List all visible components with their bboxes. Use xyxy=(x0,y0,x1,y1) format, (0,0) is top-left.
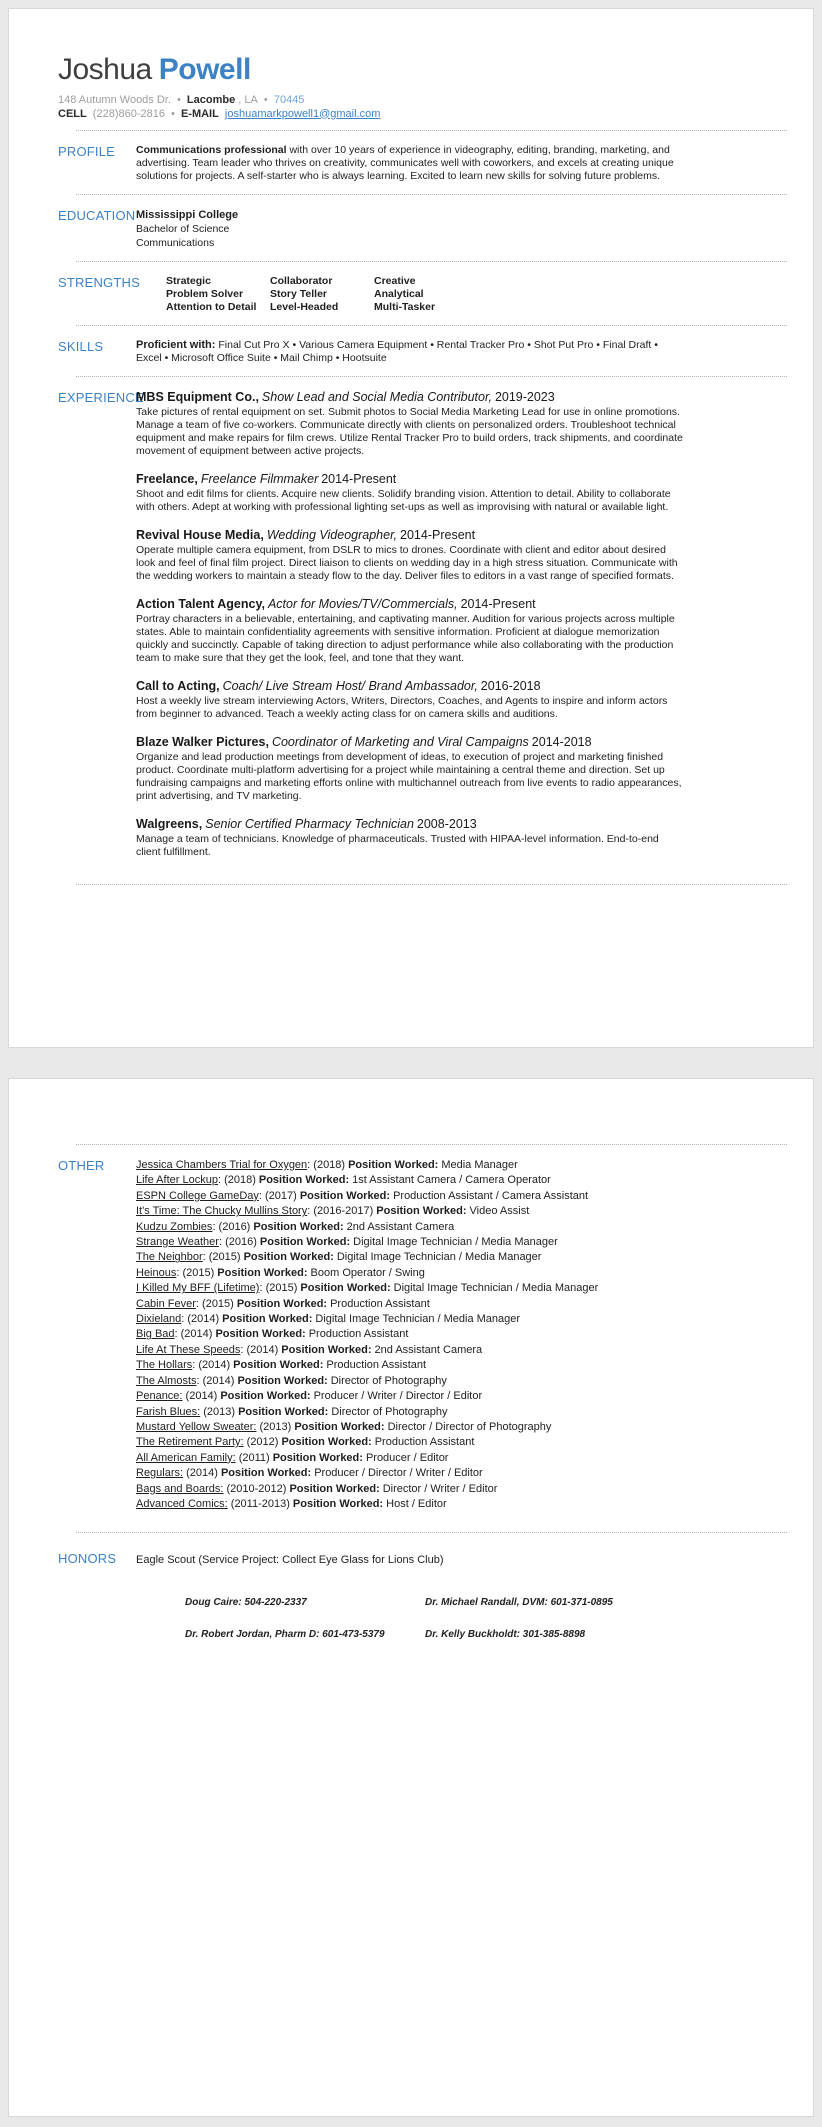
credit-year: : (2015) xyxy=(202,1251,241,1264)
reference-left: Doug Caire: 504-220-2337 xyxy=(185,1597,307,1609)
skills-content xyxy=(136,339,787,365)
first-name: Joshua xyxy=(58,53,152,86)
dotted-divider xyxy=(76,376,787,377)
job-title: Freelance Filmmaker xyxy=(200,472,319,486)
street: 148 Autumn Woods Dr. xyxy=(58,94,171,106)
credit-positions: 2nd Assistant Camera xyxy=(374,1343,483,1356)
credit-positions: Production Assistant xyxy=(374,1436,475,1449)
section-label-honors: HONORS xyxy=(58,1551,117,1567)
position-worked-label: Position Worked: xyxy=(258,1174,350,1187)
credit-positions: Production Assistant xyxy=(330,1297,430,1310)
position-worked-label: Position Worked: xyxy=(215,1328,306,1341)
other-credits-list xyxy=(136,1158,787,1512)
strength-item: Attention to Detail xyxy=(166,301,257,313)
honors-text: Eagle Scout (Service Project: Collect Eye Glass for Lions Club) xyxy=(136,1554,444,1567)
credit-year: : (2015) xyxy=(259,1282,298,1295)
position-worked-label: Position Worked: xyxy=(243,1251,334,1264)
position-worked-label: Position Worked: xyxy=(348,1159,439,1171)
strengths-columns xyxy=(166,275,787,314)
strengths-column-3 xyxy=(374,275,478,314)
dotted-divider xyxy=(76,261,787,262)
credit-positions: Director / Director of Photography xyxy=(387,1420,552,1433)
credit-line xyxy=(136,1405,787,1420)
credit-positions: Producer / Editor xyxy=(365,1451,449,1464)
references-block xyxy=(185,1597,787,1640)
credit-title: Big Bad xyxy=(136,1328,175,1341)
reference-row xyxy=(185,1629,787,1640)
credit-title: Strange Weather xyxy=(136,1236,219,1249)
credit-title: Farish Blues: xyxy=(136,1405,201,1418)
credit-line xyxy=(136,1235,787,1250)
dotted-divider xyxy=(76,325,787,326)
zip-code: 70445 xyxy=(273,94,305,106)
position-worked-label: Position Worked: xyxy=(294,1420,385,1433)
education-major: Communications xyxy=(136,237,215,249)
credit-line xyxy=(136,1435,787,1450)
position-worked-label: Position Worked: xyxy=(292,1497,384,1510)
credit-line xyxy=(136,1312,787,1327)
credit-year: : (2014) xyxy=(192,1359,231,1372)
job-dates: 2019-2023 xyxy=(494,390,555,404)
skills-list: Final Cut Pro X • Various Camera Equipment • Rental Tracker Pro • Shot Put Pro • Final Draft • Excel • Microsoft Office Suite • Mail Chimp • Hootsuite xyxy=(136,339,658,364)
credit-title: ESPN College GameDay xyxy=(136,1189,259,1202)
experience-job xyxy=(136,679,787,721)
strengths-column-1 xyxy=(166,275,270,314)
section-experience xyxy=(58,386,787,875)
position-worked-label: Position Worked: xyxy=(253,1220,344,1233)
credit-positions: Production Assistant xyxy=(326,1359,427,1372)
credit-year: (2013) xyxy=(256,1420,292,1433)
credit-year: (2012) xyxy=(243,1436,279,1449)
strengths-content xyxy=(136,275,787,314)
honors-content xyxy=(136,1551,787,1567)
experience-job xyxy=(136,472,787,514)
credit-year: : (2018) xyxy=(217,1174,256,1187)
city: Lacombe xyxy=(186,94,236,106)
credit-line xyxy=(136,1358,787,1373)
job-dates: 2014-2018 xyxy=(531,735,592,749)
job-dates: 2008-2013 xyxy=(416,817,477,831)
credit-title: Life After Lockup xyxy=(136,1174,218,1187)
position-worked-label: Position Worked: xyxy=(300,1282,391,1295)
dotted-divider xyxy=(76,194,787,195)
credit-title: It's Time: The Chucky Mullins Story xyxy=(136,1205,308,1218)
job-dates: 2014-Present xyxy=(321,472,397,486)
position-worked-label: Position Worked: xyxy=(281,1436,372,1449)
cell-number: (228)860-2816 xyxy=(92,107,165,120)
section-label-strengths: STRENGTHS xyxy=(58,275,140,290)
skills-text xyxy=(136,339,684,365)
credit-title: Regulars: xyxy=(136,1467,184,1480)
job-description: Organize and lead production meetings from development of ideas, to execution of project and marketing finished product. Coordinate multi-platform advertising for a project while maintaining a central theme and direction. Set up fundraising campaigns and marketing efforts online with multichannel outreach from live events to radio appearances, print advertising, and TV marketing. xyxy=(136,751,682,802)
job-heading xyxy=(136,472,787,487)
section-label-skills: SKILLS xyxy=(58,339,104,354)
strength-item: Level-Headed xyxy=(270,301,339,313)
credit-title: The Hollars xyxy=(136,1359,193,1372)
person-name xyxy=(58,53,787,87)
job-heading xyxy=(136,528,787,543)
credit-title: Advanced Comics: xyxy=(136,1497,228,1510)
position-worked-label: Position Worked: xyxy=(222,1313,313,1326)
job-heading xyxy=(136,735,787,750)
dotted-divider xyxy=(76,884,787,885)
position-worked-label: Position Worked: xyxy=(217,1266,308,1279)
experience-job xyxy=(136,390,787,458)
credit-positions: Production Assistant xyxy=(308,1328,409,1341)
job-dates: 2014-Present xyxy=(460,597,536,611)
position-worked-label: Position Worked: xyxy=(220,1467,312,1480)
job-title: Show Lead and Social Media Contributor, xyxy=(261,390,492,404)
job-description: Operate multiple camera equipment, from DSLR to mics to drones. Coordinate with client and editor about desired look and feel of final film project. Direct liaison to clients on wedding day in a high stress situation. Communicate with the wedding workers to maintain a steady flow to the day. Deliver files to editors in a vast range of specified formats. xyxy=(136,544,678,582)
credit-positions: Digital Image Technician / Media Manager xyxy=(336,1251,542,1264)
position-worked-label: Position Worked: xyxy=(299,1189,391,1202)
reference-right: Dr. Michael Randall, DVM: 601-371-0895 xyxy=(425,1597,613,1609)
credit-title: Jessica Chambers Trial for Oxygen xyxy=(136,1159,308,1171)
reference-row xyxy=(185,1597,787,1608)
credit-line xyxy=(136,1220,787,1235)
strength-item: Strategic xyxy=(166,275,211,287)
position-worked-label: Position Worked: xyxy=(281,1343,372,1356)
reference-right: Dr. Kelly Buckholdt: 301-385-8898 xyxy=(425,1629,586,1641)
credit-line xyxy=(136,1420,787,1435)
strength-item: Collaborator xyxy=(270,275,333,287)
position-worked-label: Position Worked: xyxy=(220,1390,311,1403)
dotted-divider xyxy=(76,1144,787,1145)
credit-year: (2011-2013) xyxy=(227,1497,290,1510)
credit-positions: 2nd Assistant Camera xyxy=(346,1220,455,1233)
credit-line xyxy=(136,1343,787,1358)
credit-positions: Producer / Director / Writer / Editor xyxy=(314,1467,483,1480)
credit-line xyxy=(136,1327,787,1342)
strength-item: Creative xyxy=(374,275,416,287)
credit-line xyxy=(136,1189,787,1204)
credit-title: Heinous xyxy=(136,1266,177,1279)
credit-title: The Retirement Party: xyxy=(136,1436,244,1449)
credit-line xyxy=(136,1173,787,1188)
section-other xyxy=(58,1154,787,1514)
dotted-divider xyxy=(76,1532,787,1533)
section-education xyxy=(58,204,787,252)
resume-page-1 xyxy=(8,8,814,1048)
strength-item: Story Teller xyxy=(270,288,327,300)
job-description: Host a weekly live stream interviewing Actors, Writers, Directors, Coaches, and Agents to inspire and inform actors from beginner to advanced. Teach a weekly acting class for on camera skills and auditions. xyxy=(136,695,668,720)
credit-title: Bags and Boards: xyxy=(136,1482,224,1495)
credit-positions: Digital Image Technician / Media Manager xyxy=(315,1313,521,1326)
position-worked-label: Position Worked: xyxy=(238,1405,329,1418)
section-profile xyxy=(58,140,787,185)
credit-year: : (2018) xyxy=(307,1159,346,1171)
job-title: Senior Certified Pharmacy Technician xyxy=(205,817,414,831)
section-honors xyxy=(58,1547,787,1569)
resume-page-2 xyxy=(8,1078,814,2117)
credit-year: : (2015) xyxy=(195,1297,234,1310)
education-school: Mississippi College xyxy=(136,209,239,221)
position-worked-label: Position Worked: xyxy=(259,1236,351,1249)
job-company: Revival House Media, xyxy=(136,528,264,542)
job-title: Coordinator of Marketing and Viral Campaigns xyxy=(271,735,529,749)
education-degree: Bachelor of Science xyxy=(136,223,230,235)
job-company: Call to Acting, xyxy=(136,679,220,693)
job-description: Shoot and edit films for clients. Acquire new clients. Solidify branding vision. Attention to detail. Ability to collaborate with others. Adept at working with professional lighting set-ups as well as improvising with natural or available light. xyxy=(136,488,671,513)
credit-title: Mustard Yellow Sweater: xyxy=(136,1420,257,1433)
credit-year: : (2016) xyxy=(218,1236,257,1249)
credit-positions: Director of Photography xyxy=(330,1374,447,1387)
credit-positions: Digital Image Technician / Media Manager xyxy=(393,1282,599,1295)
credit-title: The Neighbor xyxy=(136,1251,203,1264)
credit-line xyxy=(136,1389,787,1404)
job-description: Manage a team of technicians. Knowledge of pharmaceuticals. Trusted with HIPAA-level information. End-to-end client fulfillment. xyxy=(136,833,659,858)
credit-year: : (2014) xyxy=(240,1343,279,1356)
profile-content xyxy=(136,144,787,183)
credit-line xyxy=(136,1482,787,1497)
credit-title: I Killed My BFF (Lifetime) xyxy=(136,1282,260,1295)
profile-body: with over 10 years of experience in videography, editing, branding, marketing, and advertising. Team leader who thrives on creativity, communicates well with coworkers, and excels at creating unique solutions for projects. A self-starter who is always learning. Excited to learn new skills for solving future problems. xyxy=(136,144,674,182)
job-title: Coach/ Live Stream Host/ Brand Ambassador, xyxy=(222,679,478,693)
credit-year: : (2016) xyxy=(212,1220,251,1233)
cell-label: CELL xyxy=(58,107,87,120)
strengths-column-2 xyxy=(270,275,374,314)
job-company: Walgreens, xyxy=(136,817,203,831)
credit-title: Dixieland xyxy=(136,1313,182,1326)
section-label-education: EDUCATION xyxy=(58,208,136,223)
job-dates: 2016-2018 xyxy=(480,679,541,693)
resume-header xyxy=(58,53,787,121)
job-description: Portray characters in a believable, entertaining, and captivating manner. Audition for various projects across multiple states. Able to maintain confidentiality agreements with sensitive information. Proficient at dialogue memorization quickly and succinctly. Capable of taking direction to adjust performance while also collaborating with the production team to make sure that they get the look, feel, and tone that they want. xyxy=(136,613,675,664)
credit-positions: Producer / Writer / Director / Editor xyxy=(313,1390,483,1403)
position-worked-label: Position Worked: xyxy=(272,1451,363,1464)
strength-item: Analytical xyxy=(374,288,424,300)
job-company: Action Talent Agency, xyxy=(136,597,265,611)
credit-line xyxy=(136,1451,787,1466)
state: , LA xyxy=(238,94,258,106)
job-heading xyxy=(136,817,787,832)
credit-positions: Boom Operator / Swing xyxy=(310,1266,425,1279)
credit-line xyxy=(136,1266,787,1281)
credit-title: Penance: xyxy=(136,1390,183,1403)
credit-year: (2014) xyxy=(182,1390,218,1403)
job-heading xyxy=(136,679,787,694)
credit-year: (2014) xyxy=(183,1467,218,1480)
credit-positions: Video Assist xyxy=(469,1205,530,1218)
credit-title: Cabin Fever xyxy=(136,1297,196,1310)
credit-year: (2010-2012) xyxy=(223,1482,287,1495)
position-worked-label: Position Worked: xyxy=(236,1297,328,1310)
reference-left: Dr. Robert Jordan, Pharm D: 601-473-5379 xyxy=(185,1629,385,1641)
job-company: Blaze Walker Pictures, xyxy=(136,735,269,749)
strength-item: Problem Solver xyxy=(166,288,244,300)
experience-job xyxy=(136,735,787,803)
credit-title: The Almosts xyxy=(136,1374,197,1387)
credit-positions: Digital Image Technician / Media Manager xyxy=(353,1236,558,1249)
credit-line xyxy=(136,1204,787,1219)
experience-job xyxy=(136,528,787,583)
section-skills xyxy=(58,335,787,367)
skills-lead: Proficient with: xyxy=(136,339,216,351)
credit-positions: Director of Photography xyxy=(331,1405,448,1418)
credit-positions: Production Assistant / Camera Assistant xyxy=(393,1189,589,1202)
experience-job xyxy=(136,597,787,665)
job-heading xyxy=(136,597,787,612)
job-description: Take pictures of rental equipment on set. Submit photos to Social Media Marketing Lead for use in online promotions. Manage a team of five co-workers. Communicate directly with clients on personalized orders. Troubleshoot technical equipment and make repairs for film crews. Utilize Rental Tracker Pro to build orders, track shipments, and coordinate movement of equipment between active projects. xyxy=(136,406,683,457)
credit-positions: Media Manager xyxy=(441,1159,518,1171)
profile-text xyxy=(136,144,684,183)
email-label: E-MAIL xyxy=(180,107,219,120)
credit-year: (2013) xyxy=(200,1405,236,1418)
credit-title: All American Family: xyxy=(136,1451,236,1464)
address-line xyxy=(58,94,787,108)
job-company: MBS Equipment Co., xyxy=(136,390,259,404)
credit-title: Life At These Speeds xyxy=(136,1343,241,1356)
credit-year: : (2014) xyxy=(174,1328,213,1341)
credit-year: : (2015) xyxy=(176,1266,215,1279)
last-name: Powell xyxy=(158,53,251,86)
section-label-experience: EXPERIENCE xyxy=(58,390,144,405)
experience-content xyxy=(136,390,787,873)
job-heading xyxy=(136,390,787,405)
credit-year: : (2016-2017) xyxy=(307,1205,374,1218)
email-link[interactable]: joshuamarkpowell1@gmail.com xyxy=(224,107,381,120)
credit-year: : (2014) xyxy=(181,1313,220,1326)
experience-job xyxy=(136,817,787,859)
bullet-separator: • xyxy=(171,107,175,120)
position-worked-label: Position Worked: xyxy=(289,1482,380,1495)
job-dates: 2014-Present xyxy=(400,528,476,542)
section-strengths xyxy=(58,271,787,316)
job-title: Actor for Movies/TV/Commercials, xyxy=(267,597,458,611)
credit-year: : (2014) xyxy=(196,1374,235,1387)
credit-line xyxy=(136,1466,787,1481)
bullet-separator: • xyxy=(263,94,268,106)
position-worked-label: Position Worked: xyxy=(376,1205,467,1218)
credit-year: : (2017) xyxy=(258,1189,297,1202)
credit-line xyxy=(136,1158,787,1173)
dotted-divider xyxy=(76,130,787,131)
position-worked-label: Position Worked: xyxy=(237,1374,328,1387)
credit-year: (2011) xyxy=(235,1451,270,1464)
credit-line xyxy=(136,1497,787,1512)
credit-line xyxy=(136,1297,787,1312)
strength-item: Multi-Tasker xyxy=(374,301,436,313)
credit-title: Kudzu Zombies xyxy=(136,1220,213,1233)
position-worked-label: Position Worked: xyxy=(233,1359,324,1372)
job-company: Freelance, xyxy=(136,472,198,486)
job-title: Wedding Videographer, xyxy=(266,528,398,542)
profile-lead: Communications professional xyxy=(136,144,287,156)
bullet-separator: • xyxy=(176,94,181,106)
section-label-other: OTHER xyxy=(58,1158,105,1173)
education-content xyxy=(136,208,787,250)
section-label-profile: PROFILE xyxy=(58,144,116,159)
credit-line xyxy=(136,1374,787,1389)
phone-email-line xyxy=(58,108,787,122)
credit-line xyxy=(136,1281,787,1296)
credit-positions: Director / Writer / Editor xyxy=(382,1482,498,1495)
credit-positions: 1st Assistant Camera / Camera Operator xyxy=(352,1174,551,1187)
credit-positions: Host / Editor xyxy=(386,1497,447,1510)
credit-line xyxy=(136,1250,787,1265)
